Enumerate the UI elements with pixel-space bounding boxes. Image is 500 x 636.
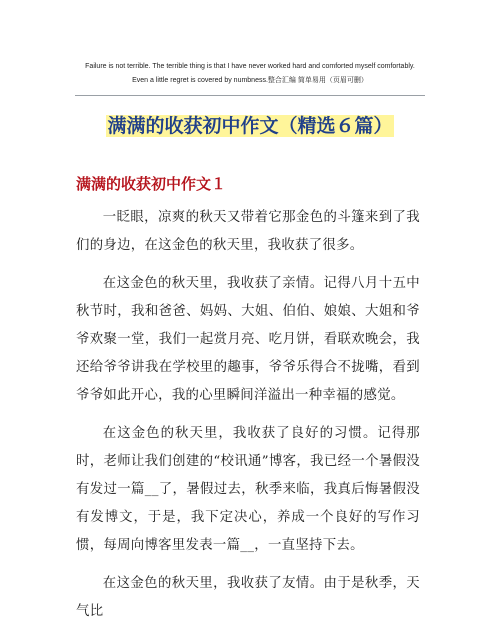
header-line-2: Even a little regret is covered by numbness.整合汇编 简单易用（页眉可删） xyxy=(132,77,368,84)
paragraph-3: 在这金色的秋天里，我收获了良好的习惯。记得那时，老师让我们创建的“校讯通”博客，我已经一个暑假没有发过一篇__了，暑假过去，秋季来临，我真后悔暑假没有发博文，于是，我下定决心，养成一个良好的写作习惯，每周向博客里发表一篇__，一直坚持下去。 xyxy=(76,426,420,553)
document-title xyxy=(0,112,500,140)
header-divider xyxy=(75,95,425,96)
document-title-text: 满满的收获初中作文（精选６篇） xyxy=(107,115,393,137)
body-text xyxy=(76,204,420,636)
paragraph-4: 在这金色的秋天里，我收获了友情。由于是秋季，天气比 xyxy=(76,576,420,619)
paragraph-2: 在这金色的秋天里，我收获了亲情。记得八月十五中秋节时，我和爸爸、妈妈、大姐、伯伯、娘娘、大姐和爷爷欢聚一堂，我们一起赏月亮、吃月饼，看联欢晚会，我还给爷爷讲我在学校里的趣事，爷爷乐得合不拢嘴，看到爷爷如此开心，我的心里瞬间洋溢出一种幸福的感觉。 xyxy=(76,276,420,403)
header-line-1: Failure is not terrible. The terrible thing is that I have never worked hard and comforted myself comfortably. xyxy=(85,63,415,70)
paragraph-1: 一眨眼，凉爽的秋天又带着它那金色的斗篷来到了我们的身边，在这金色的秋天里，我收获了很多。 xyxy=(76,210,420,253)
page-header xyxy=(60,60,440,88)
section-title: 满满的收获初中作文１ xyxy=(76,175,227,193)
